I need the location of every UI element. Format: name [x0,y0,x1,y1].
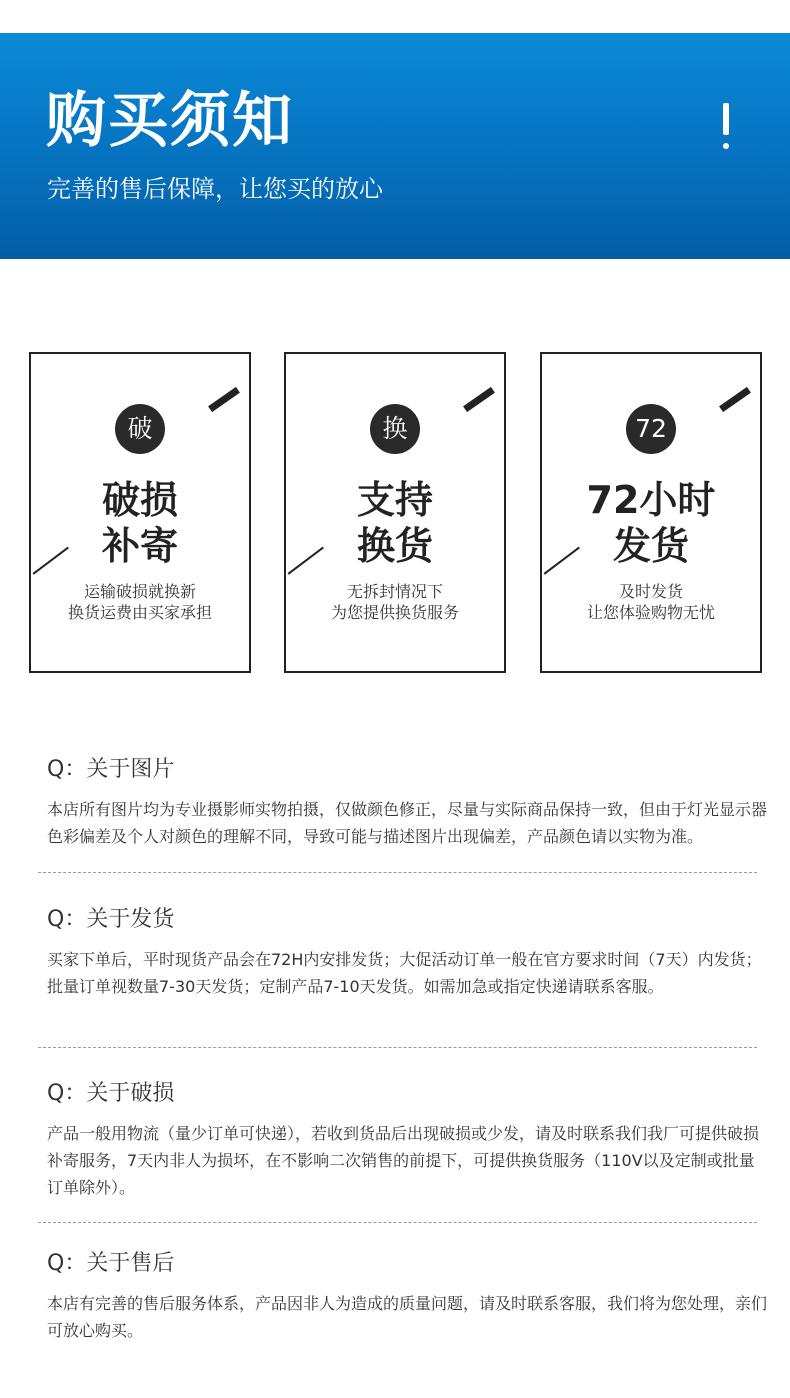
faq-after-sales [47,1251,769,1344]
exclamation-icon [722,103,730,153]
card-desc-line1: 无拆封情况下 [346,582,443,601]
card-desc-line1: 运输破损就换新 [83,582,196,601]
card-badge: 72 [626,404,676,454]
faq-question: Q：关于破损 [47,1081,175,1106]
divider [38,872,757,873]
faq-answer: 产品一般用物流（量少订单可快递），若收到货品后出现破损或少发，请及时联系我们我厂可提供破损补寄服务，7天内非人为损坏，在不影响二次销售的前提下，可提供换货服务（110V以及定制或批量订单除外）。 [47,1124,760,1198]
service-cards [0,352,790,674]
faq-question: Q：关于售后 [47,1251,175,1276]
faq-damage [47,1081,769,1201]
faq-shipping [47,907,769,1000]
decor-slash-icon [208,387,240,412]
card-exchange [284,352,506,673]
card-badge: 换 [370,404,420,454]
divider [38,1222,757,1223]
faq-question: Q：关于发货 [47,907,175,932]
header-banner [0,33,790,259]
card-desc-line2: 为您提供换货服务 [330,603,459,622]
card-72h-shipping [540,352,762,673]
faq-answer: 本店所有图片均为专业摄影师实物拍摄，仅做颜色修正，尽量与实际商品保持一致，但由于灯光显示器色彩偏差及个人对颜色的理解不同，导致可能与描述图片出现偏差，产品颜色请以实物为准。 [47,800,768,847]
card-damage-resend [29,352,251,673]
faq-answer: 买家下单后，平时现货产品会在72H内安排发货；大促活动订单一般在官方要求时间（7天）内发货；批量订单视数量7-30天发货；定制产品7-10天发货。如需加急或指定快递请联系客服。 [47,950,762,997]
card-title-line1: 破损 [101,478,178,522]
decor-slash-icon [719,387,751,412]
card-desc-line1: 及时发货 [618,582,683,601]
card-desc-line2: 让您体验购物无忧 [586,603,715,622]
card-title-line1: 支持 [356,478,433,522]
faq-answer: 本店有完善的售后服务体系，产品因非人为造成的质量问题，请及时联系客服，我们将为您处理，亲们可放心购买。 [47,1294,768,1341]
page-title: 购买须知 [46,86,294,156]
card-title-line1: 72小时 [586,478,716,522]
page-subtitle: 完善的售后保障，让您买的放心 [47,175,383,203]
card-title-line2: 换货 [356,524,433,568]
divider [38,1047,757,1048]
card-desc-line2: 换货运费由买家承担 [67,603,212,622]
card-title-line2: 发货 [612,524,689,568]
faq-question: Q：关于图片 [47,757,175,782]
faq-images [47,757,769,850]
decor-slash-icon [463,387,495,412]
card-badge: 破 [115,404,165,454]
card-title-line2: 补寄 [101,524,178,568]
